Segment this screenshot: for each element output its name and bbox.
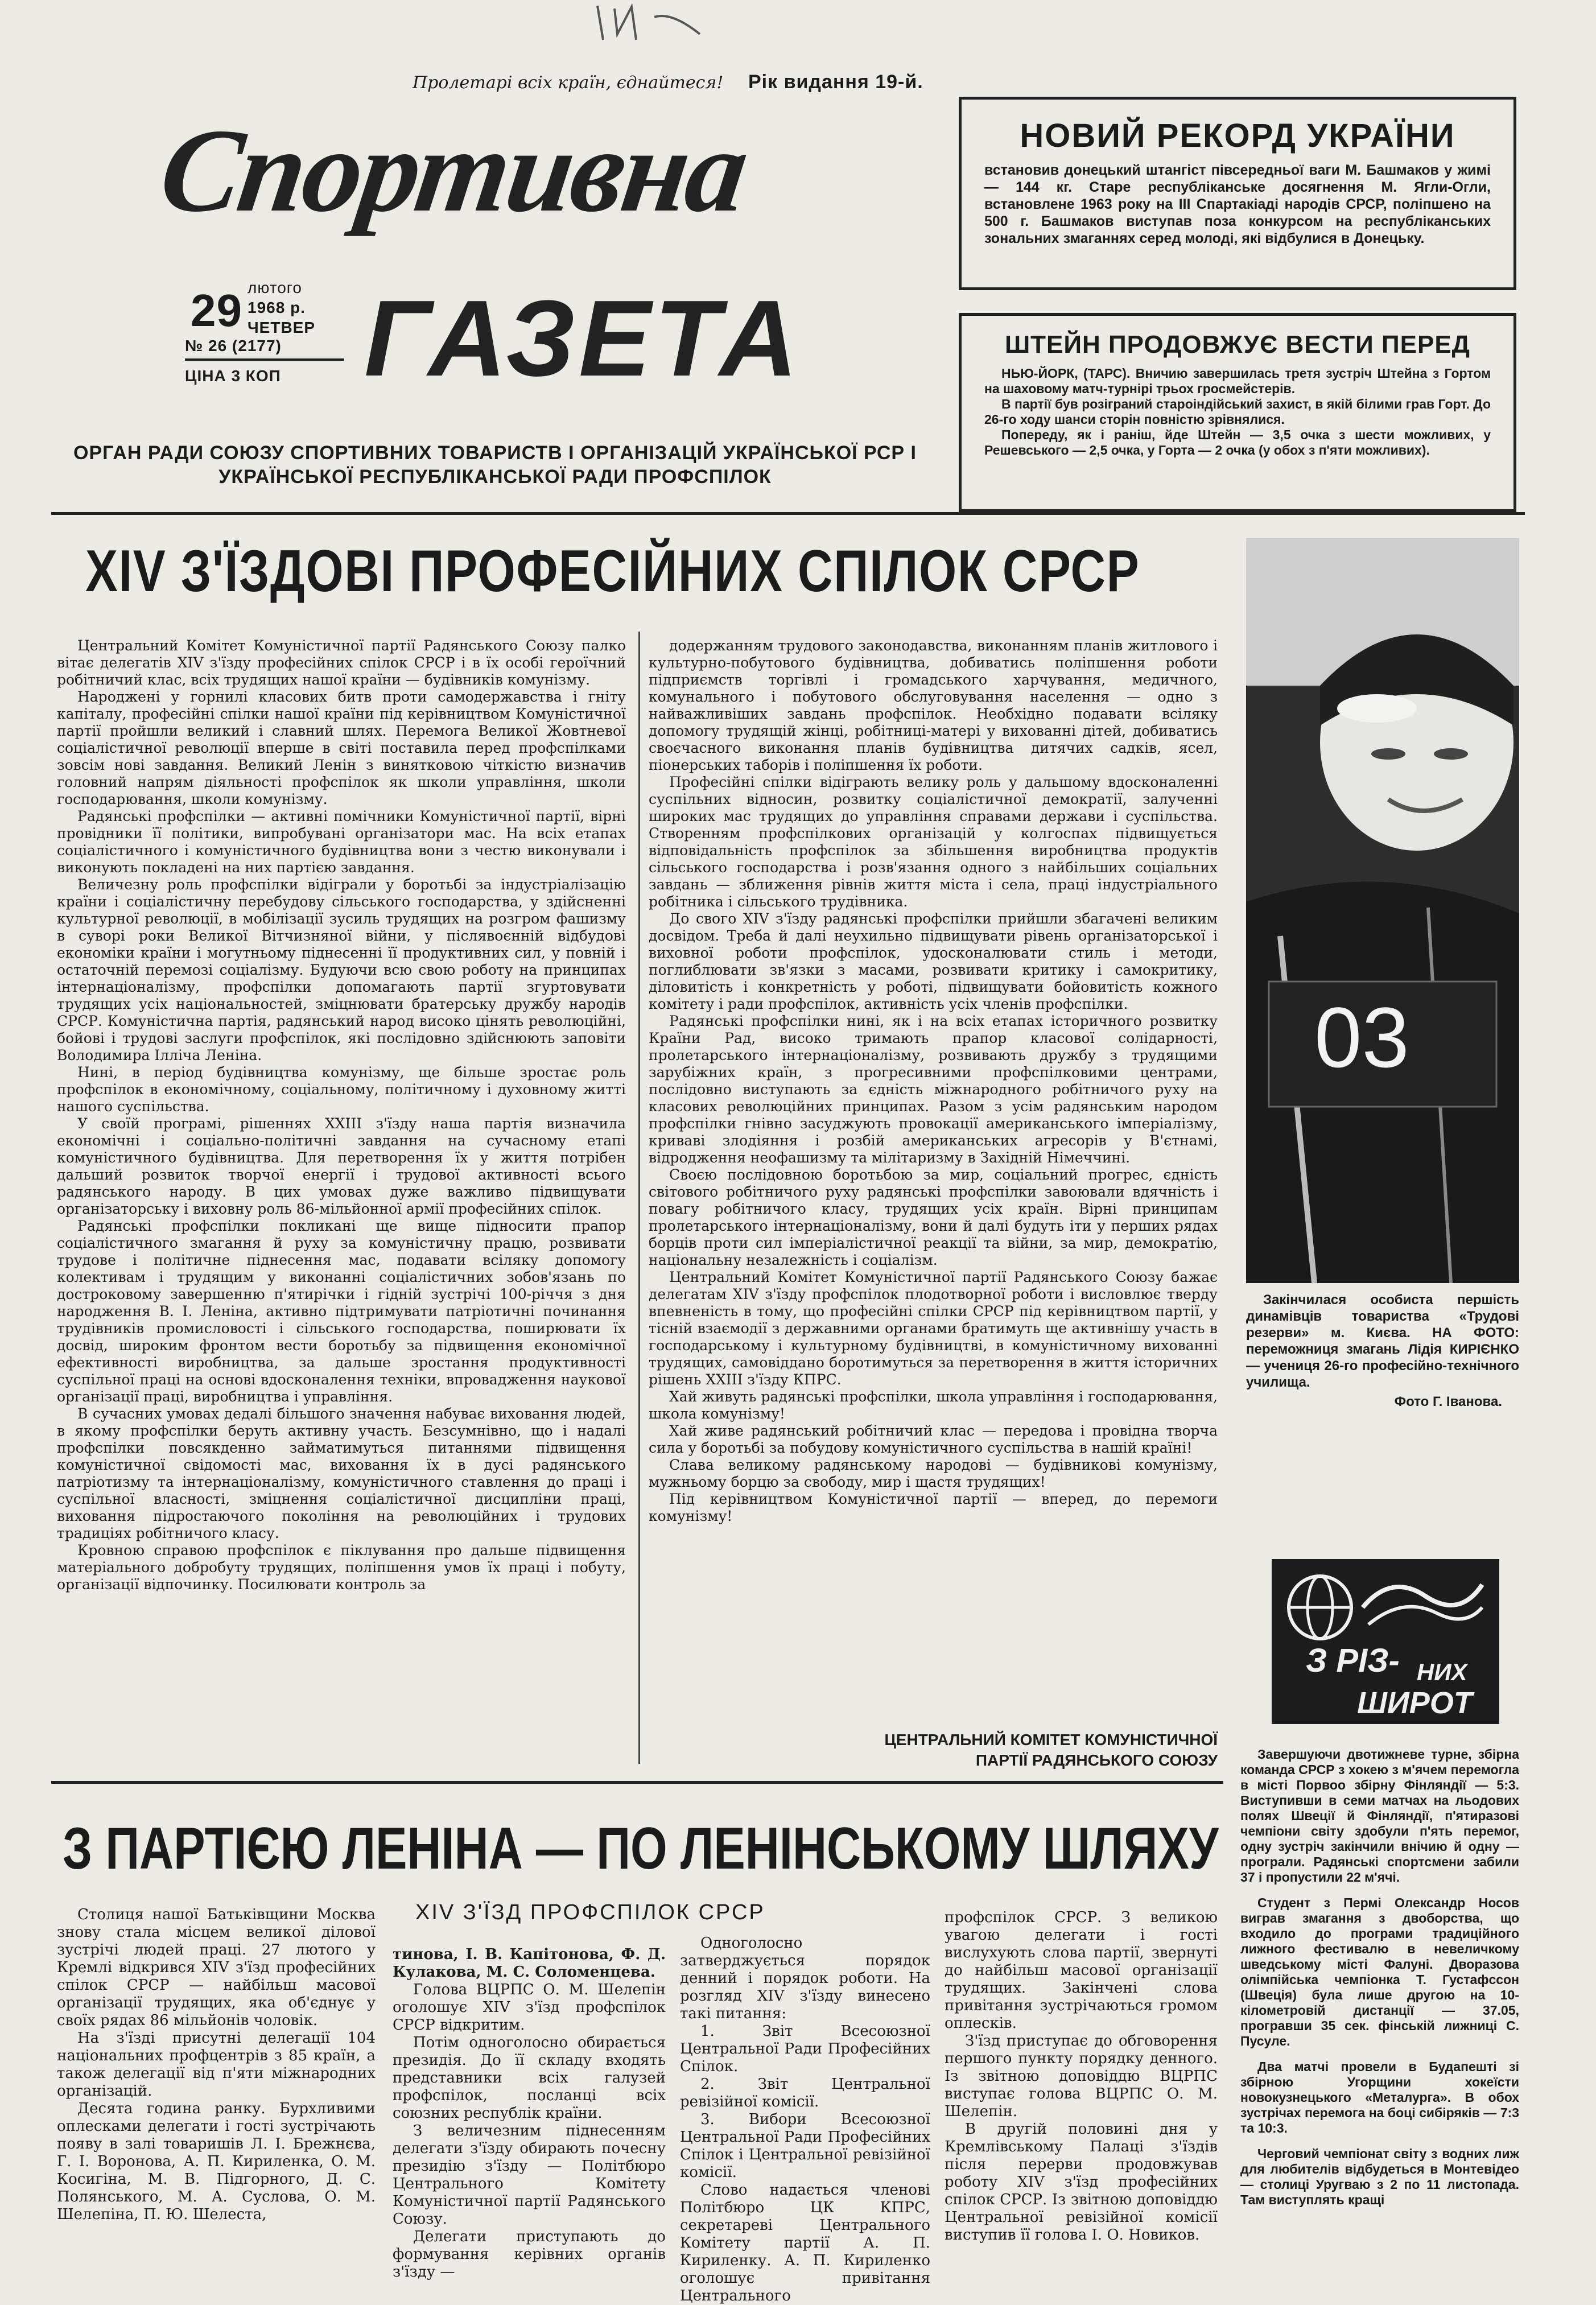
main-col1-p: В сучасних умовах дедалі більшого значення набуває виховання людей, в якому профспілки беруть активну участь. Безсумнівно, що і надалі профспілки повсякденно займатимуться питаннями підвищення комуністичної свідомості мас, виховання їх в дусі радянського патріотизму та інтернаціоналізму, комуністичного ставлення до праці і суспільної власності, зміцнення соціалістичної дисципліни праці, виховання підростаючого покоління на революційних і трудових традиціях робітничого класу. [57,1405,626,1541]
bottom-col4 [945,1909,1218,2270]
briefs [1240,1747,1519,2265]
main-col2-p: Радянські профспілки нині, як і на всіх етапах історичного розвитку Країни Рад, високо тримають прапор класової солідарності, пролетарського інтернаціоналізму, розвивають дружбу з трудящими зарубіжних країн, з прогресивними профспілковими центрами, послідовно виступають за єдність міжнародного робітничого руху на класових революційних принципах. Разом з усім радянським народом профспілки гнівно засуджують провокації американського імперіалізму, криваві злодіяння і розбій американських агресорів у В'єтнамі, відродження неофашизму та мілітаризму в Західній Німеччині. [649,1013,1218,1166]
date-divider [185,358,344,361]
bottom-headline: З ПАРТІЄЮ ЛЕНІНА — ПО ЛЕНІНСЬКОМУ ШЛЯХУ [63,1816,1219,1882]
record-box-title: НОВИЙ РЕКОРД УКРАЇНИ [1020,117,1455,154]
handwritten-note-drawing [586,0,711,51]
main-signature [649,1730,1218,1771]
masthead-motto: Пролетарі всіх країн, єднайтеся! [413,73,724,93]
main-col2-p: Центральний Комітет Комуністичної партії Радянського Союзу бажає делегатам XIV з'їзду профспілок плодотворної роботи і висловлює тверду впевненість в тому, що професійні спілки СРСР під керівництвом партії, у тісній взаємодії з державними органами братимуть ще активнішу участь в господарському і культурному будівництві, в комуністичному вихованні трудящих, самовіддано боротимуться за перетворення в життя історичних рішень XXIII з'їзду КПРС. [649,1269,1218,1388]
issue-number: № 26 (2177) [185,337,282,354]
bottom-col3-p: 2. Звіт Центральної ревізійної комісії. [680,2076,930,2110]
chess-box-p2: В партії був розіграний староіндійський захист, в якій білими грав Горт. До 26-го ходу шанси сторін повністю зрівнялися. [984,397,1491,427]
main-col2-p: Хай живе радянський робітничий клас — передова і провідна творча сила у боротьбі за побудову комуністичного суспільства в нашій країні! [649,1422,1218,1456]
main-col1-p: Величезну роль профспілки відіграли у боротьбі за індустріалізацію країни і соціалістичну перебудову сільського господарства, у здійсненні культурної революції, в мобілізації зусиль трудящих на розгром фашизму в суворі роки Великої Вітчизняної війни, у післявоєнній відбудові економіки країни і могутньому піднесенні її продуктивних сил, у повній і остаточній перемозі соціалізму. Будуючи всю свою роботу на принципах інтернаціоналізму, профспілки допомагають партії згуртовувати трудящих усіх національностей, зміцнювати братерську дружбу народів СРСР. Комуністична партія, радянський народ високо цінять революційні, бойові і трудові заслуги профспілок, які послідовно здійснюють заповіти Володимира Ілліча Леніна. [57,876,626,1063]
bottom-col4-p: З'їзд приступає до обговорення першого пункту порядку денного. Із звітною доповіддю ВЦРПС виступає голова ВЦРПС О. М. Шелепін. [945,2032,1218,2120]
date-weekday: ЧЕТВЕР [248,319,316,336]
main-col2-p: Хай живуть радянські профспілки, школа управління і господарювання, школа комунізму! [649,1388,1218,1422]
main-col1-p: Центральний Комітет Комуністичної партії Радянського Союзу палко вітає делегатів XIV з'їзду професійних спілок СРСР і в їх особі героїчний робітничий клас, всіх трудящих нашої країни — будівників комунізму. [57,637,626,688]
bottom-col2-p: З величезним піднесенням делегати з'їзду обирають почесну президію з'їзду — Політбюро Центрального Комітету Комуністичної партії Радянського Союзу. [393,2122,666,2228]
bottom-subhead: XIV З'ЇЗД ПРОФСПІЛОК СРСР [415,1900,765,1924]
photo-image [1246,538,1519,1283]
bottom-col3-p: 1. Звіт Всесоюзної Центральної Ради Професійних Спілок. [680,2023,930,2075]
record-box-text: встановив донецький штангіст півсередньої ваги М. Башмаков у жимі — 144 кг. Старе республіканське досягнення М. Ягли-Огли, встановлене 1963 року на III Спартакіаді народів СРСР, поліпшено на 500 г. Башмаков виступав поза конкурсом на республіканських зональних змаганнях серед молоді, які відбулися в Донецьку. [984,162,1491,246]
photo-caption [1246,1292,1519,1391]
signature-line1: ЦЕНТРАЛЬНИЙ КОМІТЕТ КОМУНІСТИЧНОЇ [884,1731,1218,1749]
date-day: 29 [191,285,242,336]
bottom-col2-p: тинова, І. В. Капітонова, Ф. Д. Кулакова, М. С. Соломенцева. [393,1946,666,1981]
chess-box-title: ШТЕЙН ПРОДОВЖУЄ ВЕСТИ ПЕРЕД [1004,331,1471,358]
chess-box [959,313,1516,512]
rubric-line2: НИХ [1417,1659,1467,1685]
masthead-title-line2: ГАЗЕТА [364,278,801,399]
bottom-col3-p: Слово надається членові Політбюро ЦК КПРС, секретареві Центрального Комітету партії А. П. Кириленку. А. П. Кириленко оголошує привітання Центрального [680,2182,930,2304]
brief-item: Завершуючи двотижневе турне, збірна команда СРСР з хокею з м'ячем перемогла в місті Порвоо збірну Фінляндії — 5:3. Виступивши в семи матчах на льодових полях Швеції й Фінляндії, п'ятиразові чемпіони світу здобули п'ять перемог, одну зустріч закінчили внічию й одну — програли. Радянські спортсмени забили 37 і пропустили 22 м'ячі. [1240,1747,1519,1885]
main-col1-p: Нині, в період будівництва комунізму, ще більше зростає роль профспілок в економічному, соціальному, політичному і духовному житті нашого суспільства. [57,1064,626,1115]
bottom-col1-p: Десята година ранку. Бурхливими оплесками делегати і гості зустрічають появу в залі товаришів Л. І. Брежнєва, Г. І. Воронова, А. П. Кириленка, О. М. Косигіна, М. В. Підгорного, Д. С. Полянського, М. А. Суслова, О. М. Шелепіна, П. Ю. Шелеста, [57,2100,376,2223]
bottom-col3 [680,1935,930,2304]
main-col1-p: Народжені у горнилі класових битв проти самодержавства і гніту капіталу, професійні спілки нашої країни під керівництвом Комуністичної партії пройшли великий і славний шлях. Перемога Великої Жовтневої соціалістичної революції вперше в світі поставила перед профспілками зовсім нові завдання. Великий Ленін з винятковою чіткістю визначив головний напрям діяльності профспілок як школи управління, школи господарювання, школи комунізму. [57,688,626,807]
bottom-col2 [393,1946,666,2281]
main-article-col1 [57,637,626,1753]
bottom-col1-p: Столиця нашої Батьківщини Москва знову стала місцем великої ділової зустрічі людей праці. 27 лютого у Кремлі відкрився XIV з'їзд професійних спілок СРСР — найбільш масової організації трудящих, яка об'єднує у своїх рядах 86 мільйонів чоловік. [57,1906,376,2029]
masthead-year: Рік видання 19-й. [748,71,923,93]
main-article-col2 [649,637,1218,1724]
rubric-line3: ШИРОТ [1357,1686,1473,1720]
bottom-col4-p: В другій половині дня у Кремлівському Палаці з'їздів після перерви продовжував роботу XIV з'їзд професійних спілок СРСР. Із звітною доповіддю Центральної ревізійної комісії виступив її голова І. О. Новиков. [945,2121,1218,2244]
bottom-col3-p: 3. Вибори Всесоюзної Центральної Ради Професійних Спілок і Центральної ревізійної комісії. [680,2111,930,2181]
chess-box-p3: Попереду, як і раніш, йде Штейн — 3,5 очка з шести можливих, у Решевського — 2,5 очка, у Горта — 2 очка (у обох з п'яти можливих). [984,427,1491,457]
main-col2-p: Під керівництвом Комуністичної партії — вперед, до перемоги комунізму! [649,1491,1218,1524]
bottom-rule [51,1781,1223,1784]
main-col2-p: Слава великому радянському народові — будівникові комунізму, мужньому борцю за свободу, мир і щастя трудящих! [649,1457,1218,1490]
main-col1-p: Кровною справою профспілок є піклування про дальше підвищення матеріального добробуту трудящих, поліпшення умов їх праці і побуту, організації відпочинку. Посилювати контроль за [57,1542,626,1593]
date-year: 1968 р. [248,299,306,316]
main-col1-p: У своїй програмі, рішеннях XXIII з'їзду наша партія визначила економічні і соціально-політичні завдання на сучасному етапі комуністичного будівництва. Для перетворення їх у життя потрібен дальший розвиток творчої енергії і трудової активності всього радянського народу. В цих умовах дуже важливо підвищувати організаторську і виховну роль 86-мільйонної армії професійних спілок. [57,1115,626,1217]
main-column-rule [638,632,640,1764]
date-month: лютого [248,279,302,296]
rubric-logo [1272,1559,1499,1724]
masthead-rule [51,512,1525,515]
brief-item: Студент з Пермі Олександр Носов виграв змагання з двоборства, що входило до програми традиційного лижного фестивалю в невеличкому шведському місті Фалуні. Дворазова олімпійська чемпіонка Т. Густафссон (Швеція) була лише другою на 10-кілометровій дистанції — 37.05, програвши 35 сек. фінській лижниці С. Пусуле. [1240,1895,1519,2048]
rubric-line1: З РІЗ- [1306,1642,1400,1679]
main-col2-p: додержанням трудового законодавства, виконанням планів житлового і культурно-побутового будівництва, добиватись поліпшення роботи підприємств торгівлі і громадського харчування, медичного, комунального і побутового обслуговування населення — одно з найважливіших завдань профспілок. Необхідно подавати всіляку допомогу трудящій жінці, робітниці-матері у вихованні дітей, добиватись своєчасного виконання планів будівництва дитячих садків, ясел, піонерських таборів і поліпшення їх роботи. [649,637,1218,773]
bottom-col4-p: профспілок СРСР. З великою увагою делегати і гості вислухують слова партії, звернуті до найбільш масової організації трудящих. Закінчені слова привітання зустрічаються громом оплесків. [945,1909,1218,2032]
signature-line2: ПАРТІЇ РАДЯНСЬКОГО СОЮЗУ [975,1751,1218,1769]
photo-bib-number: 03 [1314,989,1409,1085]
masthead-organ-text: ОРГАН РАДИ СОЮЗУ СПОРТИВНИХ ТОВАРИСТВ І ОРГАНІЗАЦІЙ УКРАЇНСЬКОЇ РСР І УКРАЇНСЬКОЇ РЕСПУБЛІКАНСЬКОЇ РАДИ ПРОФСПІЛОК [73,442,917,488]
globe-icon [1283,1570,1357,1644]
handwritten-note [586,0,711,51]
swirl-icon [1357,1573,1488,1636]
chess-box-p1: НЬЮ-ЙОРК, (ТАРС). Вничию завершилась третя зустріч Штейна з Гортом на шаховому матч-турнірі трьох гросмейстерів. [984,366,1491,396]
bottom-col2-p: Делегати приступають до формування керівних органів з'їзду — [393,2228,666,2281]
masthead-title-line1: Спортивна [152,105,754,237]
bottom-col1 [57,1906,376,2270]
main-col1-p: Радянські профспілки покликані ще вище підносити прапор соціалістичного змагання й руху за комуністичну працю, розвивати трудове і політичне піднесення мас, подавати всіляку допомогу колективам і трудящим у виконанні соціалістичних зобов'язань по достроковому завершенню п'ятирічки і гідній зустрічі 100-річчя з дня народження В. І. Леніна, активно підтримувати патріотичні починання трудівників промисловості і сільського господарства, поширювати їх досвід, широким фронтом вести боротьбу за підвищення економічної ефективності виробництва, за дальше зростання продуктивності суспільної праці на основі вдосконалення техніки, впровадження наукової організації праці, виробництва і управління. [57,1218,626,1405]
bottom-col1-p: На з'їзді присутні делегації 104 національних профцентрів з 85 країн, а також делегації від п'яти міжнародних організацій. [57,2030,376,2100]
main-col1-p: Радянські профспілки — активні помічники Комуністичної партії, вірні провідники її політики, випробувані організатори мас. На всіх етапах соціалістичного і комуністичного будівництва вони з честю виконували і виконують покладені на них партією завдання. [57,808,626,876]
main-col2-p: Професійні спілки відіграють велику роль у дальшому вдосконаленні суспільних відносин, розвитку соціалістичної демократії, залученні широких мас трудящих до управління справами держави і суспільства. Створенням профспілкових організацій у колгоспах підвищується відповідальність профспілок за збільшення виробництва продуктів сільського господарства і розв'язання одного з найбільших соціальних завдань — зближення рівнів життя міста і села, праці індустріального робітника і сільського трудівника. [649,774,1218,910]
price: ЦІНА 3 КОП [185,367,281,385]
bottom-col2-p: Голова ВЦРПС О. М. Шелепін оголошує XIV з'їзд профспілок СРСР відкритим. [393,1981,666,2034]
bottom-col3-p: Одноголосно затверджується порядок денний і порядок роботи. На розгляд XIV з'їзду винесено такі питання: [680,1935,930,2022]
photo-credit: Фото Г. Іванова. [1394,1394,1502,1409]
photo-caption-text: Закінчилася особиста першість динамівців товариства «Трудові резерви» м. Києва. НА ФОТО: переможниця змагань Лідія КИРІЄНКО — учениця 26-го професійно-технічного училища. [1246,1292,1519,1390]
bottom-col2-p: Потім одноголосно обирається президія. До її складу входять представники всіх галузей профспілок, посланці всіх союзних республік країни. [393,2034,666,2122]
brief-item: Черговий чемпіонат світу з водних лиж для любителів відбудеться в Монтевідео — столиці Уругваю з 2 по 11 листопада. Там виступлять кращі [1240,2146,1519,2207]
brief-item: Два матчі провели в Будапешті зі збірною Угорщини хокеїсти новокузнецького «Металурга». В обох зустрічах перемога на боці сибіряків — 7:3 та 10:3. [1240,2059,1519,2135]
record-box [959,97,1516,290]
masthead-organ [57,441,933,489]
main-col2-p: Своєю послідовною боротьбою за мир, соціальний прогрес, єдність світового робітничого руху радянські профспілки завоювали вдячність і повагу робітничого класу, трудящих усіх країн. Вірні принципам пролетарського інтернаціоналізму, вони й далі будуть іти у перших рядах борців проти сил імперіалістичної реакції та війни, за мир, демократію, національну незалежність і соціалізм. [649,1166,1218,1268]
main-headline: XIV З'ЇЗДОВІ ПРОФЕСІЙНИХ СПІЛОК СРСР [85,538,1140,604]
main-col2-p: До свого XIV з'їзду радянські профспілки прийшли збагачені великим досвідом. Треба й далі неухильно підвищувати рівень організаторської і виховної роботи профспілок, удосконалювати стиль і методи, поглиблювати зв'язки з масами, розвивати критику і самокритику, діловитість і конкретність у роботі, підвищувати бойовитість кожного комітету і ради профспілок, активність усіх членів профспілки. [649,910,1218,1012]
photo [1246,538,1519,1283]
